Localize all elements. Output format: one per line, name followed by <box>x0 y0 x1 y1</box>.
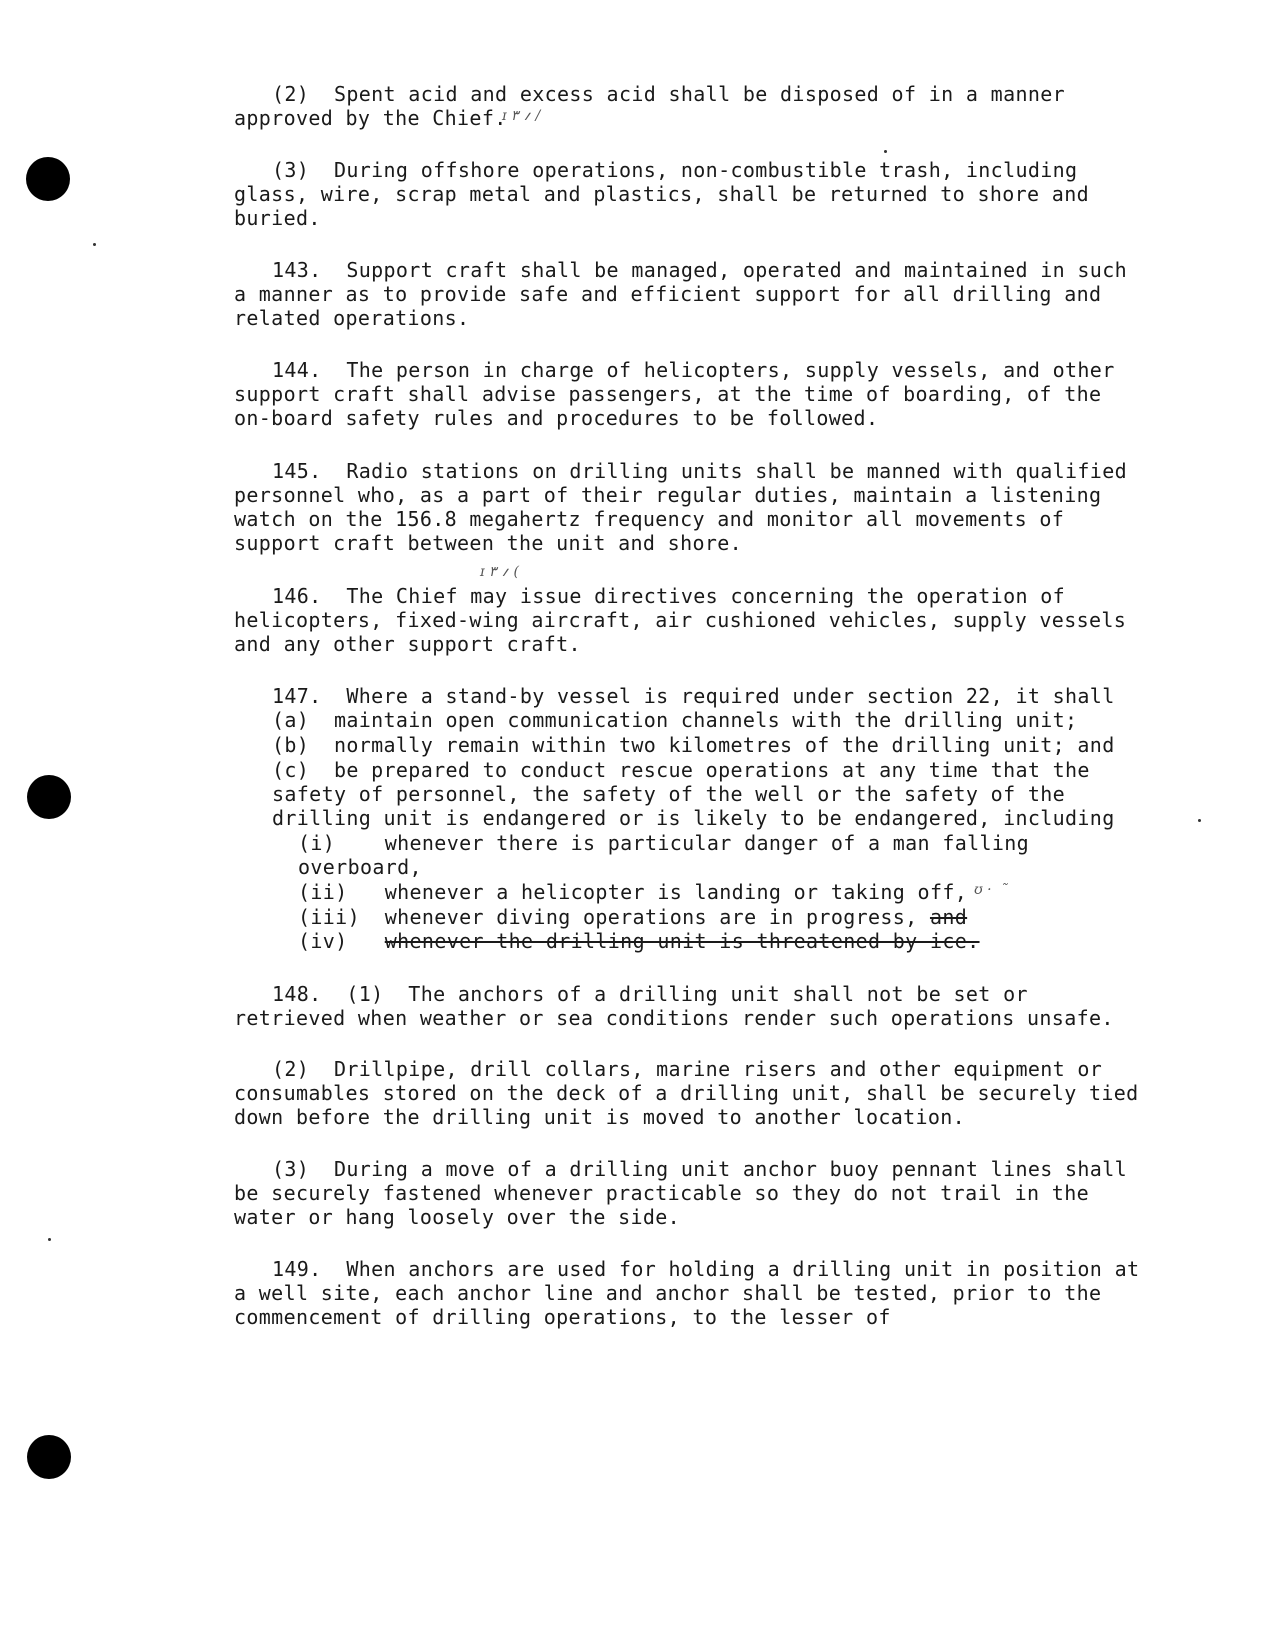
para-144-line-2: support craft shall advise passengers, at the time of boarding, of the <box>234 382 1102 406</box>
struck-word-and: and <box>929 905 968 929</box>
para-146-line-1: 146. The Chief may issue directives concerning the operation of <box>272 584 1066 608</box>
para-147-item-c-line-3: drilling unit is endangered or is likely to be endangered, including <box>272 806 1115 830</box>
scan-speck <box>93 243 96 246</box>
para-148-2-line-2: consumables stored on the deck of a drilling unit, shall be securely tied <box>234 1081 1139 1105</box>
para-147-item-c-line-2: safety of personnel, the safety of the well or the safety of the <box>272 782 1066 806</box>
para-148-1-line-2: retrieved when weather or sea conditions render such operations unsafe. <box>234 1006 1114 1030</box>
para-148-3-line-1: (3) During a move of a drilling unit anchor buoy pennant lines shall <box>272 1157 1127 1181</box>
para-148-3-line-2: be securely fastened whenever practicable so they do not trail in the <box>234 1181 1089 1205</box>
para-149-line-2: a well site, each anchor line and anchor shall be tested, prior to the <box>234 1281 1102 1305</box>
para-145-line-4: support craft between the unit and shore. <box>234 531 743 555</box>
para-143-line-2: a manner as to provide safe and efficient support for all drilling and <box>234 282 1102 306</box>
para-147-item-b: (b) normally remain within two kilometres of the drilling unit; and <box>272 733 1115 757</box>
para-149-line-1: 149. When anchors are used for holding a drilling unit in position at <box>272 1257 1140 1281</box>
para-147-item-iv <box>298 929 980 953</box>
para-142-2-line-1: (2) Spent acid and excess acid shall be disposed of in a manner <box>272 82 1066 106</box>
para-142-3-line-2: glass, wire, scrap metal and plastics, shall be returned to shore and <box>234 182 1089 206</box>
para-146-line-2: helicopters, fixed-wing aircraft, air cushioned vehicles, supply vessels <box>234 608 1127 632</box>
para-147-item-ii: (ii) whenever a helicopter is landing or taking off, <box>298 880 968 904</box>
para-147-item-c-line-1: (c) be prepared to conduct rescue operations at any time that the <box>272 758 1090 782</box>
para-147-item-iii <box>298 905 967 929</box>
para-142-3-line-1: (3) During offshore operations, non-combustible trash, including <box>272 158 1078 182</box>
para-147-item-i-line-2: overboard, <box>298 855 422 879</box>
scan-speck <box>48 1238 51 1241</box>
handwritten-mark: ɪ ۳ ؍ / <box>502 108 541 124</box>
para-147-item-i-line-1: (i) whenever there is particular danger of a man falling <box>298 831 1030 855</box>
struck-item-iv-text: whenever the drilling unit is threatened by ice. <box>384 929 980 953</box>
punch-hole-middle <box>27 775 71 819</box>
punch-hole-top <box>26 157 70 201</box>
para-143-line-1: 143. Support craft shall be managed, operated and maintained in such <box>272 258 1127 282</box>
para-148-2-line-1: (2) Drillpipe, drill collars, marine risers and other equipment or <box>272 1057 1103 1081</box>
para-148-1-line-1: 148. (1) The anchors of a drilling unit shall not be set or <box>272 982 1028 1006</box>
para-147-intro: 147. Where a stand-by vessel is required under section 22, it shall <box>272 684 1115 708</box>
para-142-3-line-3: buried. <box>234 206 321 230</box>
item-iii-text: (iii) whenever diving operations are in progress, <box>298 905 930 929</box>
para-145-line-3: watch on the 156.8 megahertz frequency and monitor all movements of <box>234 507 1065 531</box>
para-142-2-line-2: approved by the Chief. <box>234 106 507 130</box>
para-144-line-1: 144. The person in charge of helicopters, supply vessels, and other <box>272 358 1115 382</box>
para-148-2-line-3: down before the drilling unit is moved to another location. <box>234 1105 966 1129</box>
para-143-line-3: related operations. <box>234 306 470 330</box>
punch-hole-bottom <box>27 1435 71 1479</box>
scan-speck <box>884 150 887 153</box>
para-146-line-3: and any other support craft. <box>234 632 581 656</box>
para-147-item-a: (a) maintain open communication channels with the drilling unit; <box>272 708 1078 732</box>
scan-speck <box>1198 819 1201 822</box>
para-145-line-1: 145. Radio stations on drilling units shall be manned with qualified <box>272 459 1127 483</box>
handwritten-mark: ʊ · ˜ <box>974 882 1008 898</box>
para-148-3-line-3: water or hang loosely over the side. <box>234 1205 681 1229</box>
item-iv-label: (iv) <box>298 929 385 953</box>
para-149-line-3: commencement of drilling operations, to the lesser of <box>234 1305 891 1329</box>
handwritten-mark: ɪ ۳ ؍ ( <box>480 564 520 580</box>
para-144-line-3: on-board safety rules and procedures to be followed. <box>234 406 879 430</box>
para-145-line-2: personnel who, as a part of their regular duties, maintain a listening <box>234 483 1102 507</box>
